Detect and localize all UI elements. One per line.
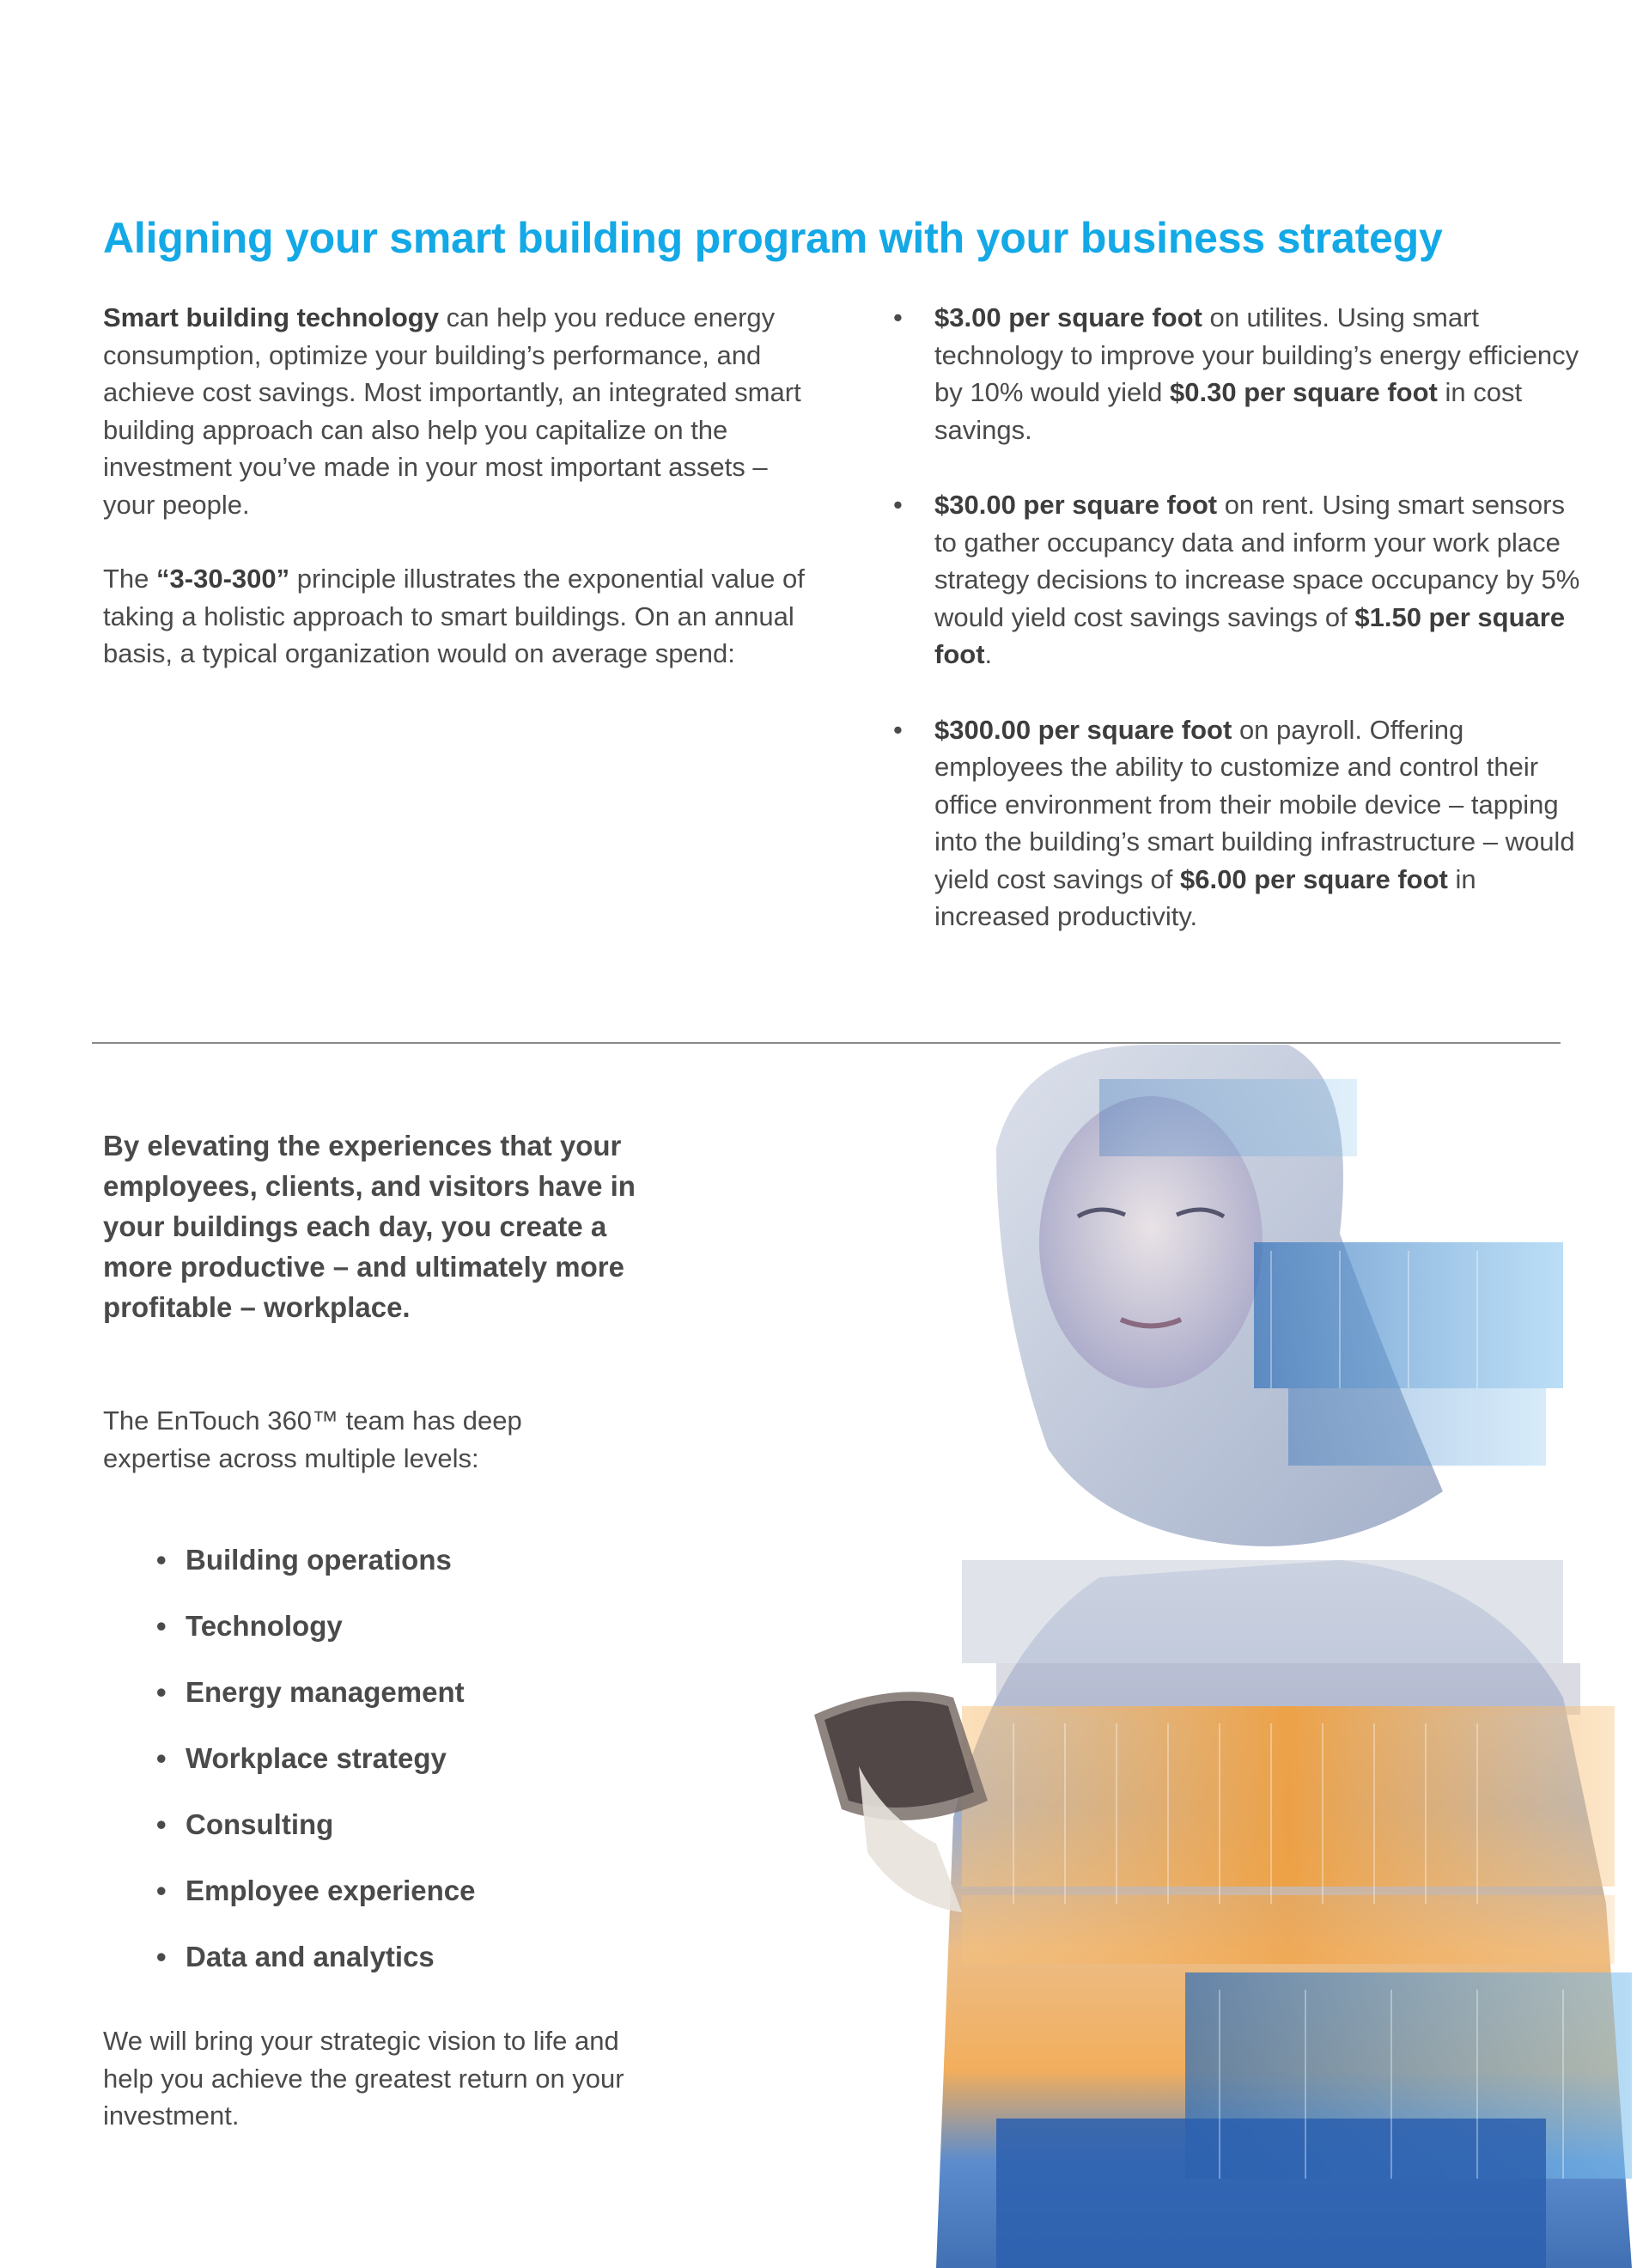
intro-column [103, 299, 807, 673]
spend-payroll-end: in increased productivity. [934, 863, 1476, 931]
expertise-item [156, 1938, 476, 2004]
spend-utilities-amount: $3.00 per square foot [934, 302, 1202, 332]
bullet-icon: • [156, 1742, 167, 1774]
spend-utilities-end: in cost savings. [934, 377, 1523, 445]
bullet-icon: • [156, 1610, 167, 1642]
expertise-label: Employee experience [186, 1875, 476, 1906]
spend-utilities-text: on utilites. Using smart technology to improve your building’s energy efficiency by 10% would yield [934, 302, 1579, 407]
page-headline: Aligning your smart building program with your business strategy [103, 214, 1443, 262]
expertise-item [156, 1740, 476, 1806]
spend-item-rent [893, 486, 1580, 674]
principle-name: “3-30-300” [156, 564, 290, 594]
intro-paragraph [103, 299, 807, 523]
expertise-item [156, 1674, 476, 1740]
spend-list [893, 299, 1580, 936]
spend-utilities-savings: $0.30 per square foot [1170, 377, 1438, 407]
spend-rent-end: . [984, 639, 993, 669]
expertise-item [156, 1806, 476, 1872]
closing-statement: We will bring your strategic vision to life and help you achieve the greatest return on your investment. [103, 2026, 624, 2131]
team-intro: The EnTouch 360™ team has deep expertise across multiple levels: [103, 1405, 522, 1473]
principle-pre: The [103, 564, 157, 594]
expertise-item [156, 1541, 476, 1607]
bullet-icon: • [156, 1544, 167, 1576]
spend-payroll-text: on payroll. Offering employees the ability to customize and control their office environment from their mobile device – tapping into the building’s smart building infrastructure – would yield cost savings of [934, 714, 1575, 894]
bullet-icon: • [893, 714, 903, 745]
spend-payroll-savings: $6.00 per square foot [1180, 863, 1448, 894]
lead-statement: By elevating the experiences that your employees, clients, and visitors have in your buildings each day, you create a more productive – and ultimately more profitable – workplace. [103, 1130, 636, 1323]
expertise-item [156, 1607, 476, 1674]
spend-column [893, 299, 1580, 973]
principle-text: principle illustrates the exponential value of taking a holistic approach to smart buildings. On an annual basis, a typical organization would on average spend: [103, 564, 805, 668]
intro-text: can help you reduce energy consumption, optimize your building’s performance, and achieve cost savings. Most importantly, an integrated smart building approach can also help you capitalize on the investment you’ve made in your most important assets – your people. [103, 302, 801, 520]
intro-bold-lead: Smart building technology [103, 302, 439, 332]
spend-rent-amount: $30.00 per square foot [934, 490, 1218, 520]
spend-rent-text: on rent. Using smart sensors to gather occupancy data and inform your work place strategy decisions to increase space occupancy by 5% would yield cost savings savings of [934, 490, 1580, 632]
expertise-label: Consulting [186, 1808, 334, 1840]
spend-item-payroll [893, 711, 1580, 936]
bullet-icon: • [156, 1676, 167, 1708]
section-divider [92, 1042, 1561, 1044]
expertise-label: Energy management [186, 1676, 465, 1708]
spend-item-utilities [893, 299, 1580, 448]
expertise-list [156, 1541, 476, 2004]
bullet-icon: • [156, 1941, 167, 1972]
expertise-item [156, 1872, 476, 1938]
bullet-icon: • [156, 1875, 167, 1906]
expertise-label: Data and analytics [186, 1941, 435, 1972]
bullet-icon: • [893, 490, 903, 520]
bullet-icon: • [893, 302, 903, 332]
spend-payroll-amount: $300.00 per square foot [934, 714, 1232, 745]
expertise-label: Workplace strategy [186, 1742, 447, 1774]
expertise-label: Building operations [186, 1544, 452, 1576]
hero-illustration [739, 1045, 1649, 2268]
woman-tablet-city-illustration [739, 1045, 1649, 2268]
bullet-icon: • [156, 1808, 167, 1840]
principle-paragraph [103, 560, 807, 673]
expertise-label: Technology [186, 1610, 343, 1642]
spend-rent-savings: $1.50 per square foot [934, 601, 1566, 669]
